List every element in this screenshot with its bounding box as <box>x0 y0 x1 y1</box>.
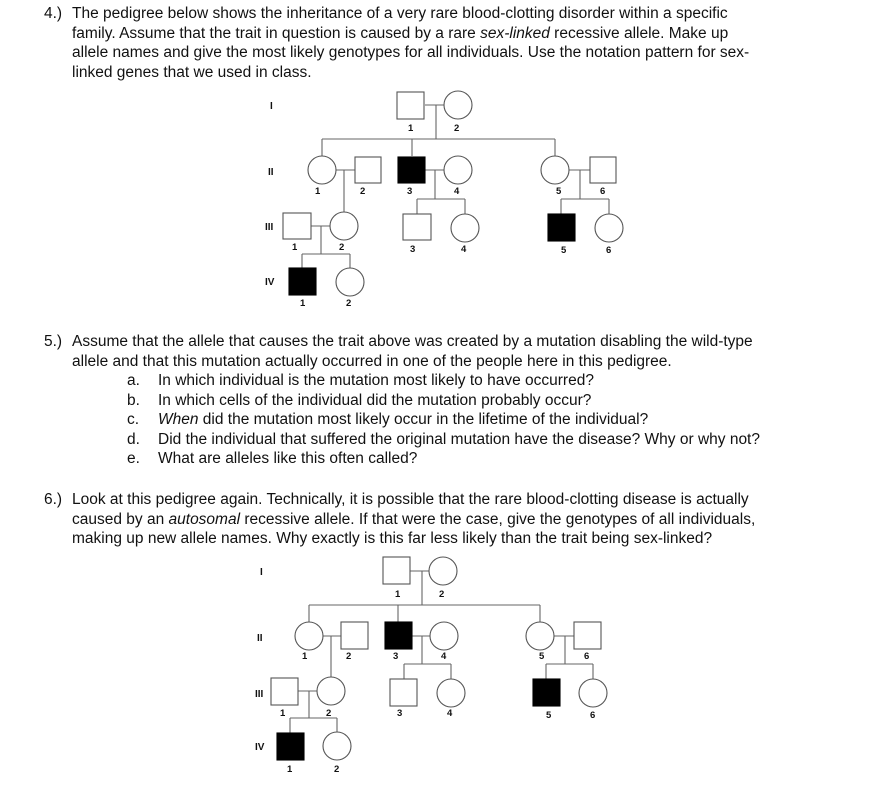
individual-I-2-female <box>429 557 457 585</box>
individual-II-3-male-affected <box>385 622 412 649</box>
individual-label: 5 <box>561 245 567 256</box>
individual-II-2-male <box>341 622 368 649</box>
individual-label: 2 <box>439 589 445 600</box>
subquestion-letter: a. <box>127 372 140 389</box>
individual-label: 5 <box>556 186 562 197</box>
individual-label: 6 <box>606 245 612 256</box>
text: recessive allele. If that were the case, give the genotypes of all individuals, <box>240 510 756 528</box>
individual-III-3-male <box>390 679 417 706</box>
question-text: making up new allele names. Why exactly is this far less likely than the trait being sex-linked? <box>72 530 713 548</box>
question-text: Assume that the allele that causes the trait above was created by a mutation disabling the wild-type <box>72 333 753 350</box>
subquestion-text: What are alleles like this often called? <box>158 450 418 468</box>
individual-I-1-male <box>383 557 410 584</box>
generation-label-IV: IV <box>265 277 275 288</box>
question-text: Look at this pedigree again. Technically, it is possible that the rare blood-clotting disease is actually <box>72 491 749 508</box>
generation-label-I: I <box>260 567 263 578</box>
subquestion-letter: e. <box>127 450 140 468</box>
individual-label: 1 <box>300 298 306 309</box>
individual-III-2-female <box>317 677 345 705</box>
question-text: The pedigree below shows the inheritance of a very rare blood-clotting disorder within a specific <box>72 5 728 22</box>
subquestion-text: In which cells of the individual did the mutation probably occur? <box>158 391 592 409</box>
individual-label: 2 <box>454 123 460 134</box>
individual-label: 1 <box>287 764 293 775</box>
individual-label: 3 <box>397 708 403 719</box>
individual-label: 1 <box>395 589 401 600</box>
subquestion-text: In which individual is the mutation most likely to have occurred? <box>158 372 594 389</box>
question-text: allele and that this mutation actually occurred in one of the people here in this pedigree. <box>72 352 672 370</box>
generation-label-I: I <box>270 101 273 112</box>
individual-label: 5 <box>546 710 552 721</box>
individual-II-5-female <box>526 622 554 650</box>
individual-label: 2 <box>326 708 332 719</box>
individual-IV-1-male-affected <box>277 733 304 760</box>
question-number: 6.) <box>44 491 63 508</box>
individual-III-4-female <box>437 679 465 707</box>
individual-label: 4 <box>441 651 447 662</box>
generation-label-II: II <box>257 633 263 644</box>
question-text: linked genes that we used in class. <box>72 63 312 81</box>
individual-label: 1 <box>302 651 308 662</box>
subquestion-letter: b. <box>127 391 140 409</box>
individual-II-4-female <box>430 622 458 650</box>
individual-label: 6 <box>584 651 590 662</box>
individual-III-6-female <box>579 679 607 707</box>
individual-label: 2 <box>334 764 340 775</box>
individual-label: 1 <box>280 708 286 719</box>
individual-label: 3 <box>407 186 413 197</box>
question-text: allele names and give the most likely genotypes for all individuals. Use the notation pattern for sex- <box>72 44 750 62</box>
individual-III-5-male-affected <box>533 679 560 706</box>
individual-label: 3 <box>410 244 416 255</box>
individual-label: 6 <box>590 710 596 721</box>
generation-label-IV: IV <box>255 742 265 753</box>
emphasis-sex-linked: sex-linked <box>480 24 550 42</box>
individual-II-1-female <box>295 622 323 650</box>
individual-label: 2 <box>346 298 352 309</box>
individual-III-1-male <box>271 678 298 705</box>
individual-label: 3 <box>393 651 399 662</box>
individual-label: 1 <box>315 186 321 197</box>
individual-label: 2 <box>360 186 366 197</box>
individual-II-6-male <box>574 622 601 649</box>
individual-label: 2 <box>346 651 352 662</box>
generation-label-III: III <box>255 689 264 700</box>
individual-label: 5 <box>539 651 545 662</box>
individual-label: 4 <box>447 708 453 719</box>
question-number: 5.) <box>44 333 63 350</box>
text: recessive allele. Make up <box>549 24 729 42</box>
emphasis-when: When <box>158 411 199 429</box>
emphasis-autosomal: autosomal <box>168 510 241 528</box>
individual-IV-2-female <box>323 732 351 760</box>
individual-label: 4 <box>454 186 460 197</box>
subquestion-letter: c. <box>127 411 140 429</box>
subquestion-letter: d. <box>127 430 140 448</box>
individual-label: 4 <box>461 244 467 255</box>
question-number: 4.) <box>44 5 63 22</box>
individual-label: 6 <box>600 186 606 197</box>
text: caused by an <box>72 510 169 528</box>
text: family. Assume that the trait in question is caused by a rare <box>72 24 481 42</box>
individual-label: 2 <box>339 242 345 253</box>
generation-label-II: II <box>268 167 274 178</box>
subquestion-text: Did the individual that suffered the original mutation have the disease? Why or why not? <box>158 430 760 448</box>
generation-label-III: III <box>265 222 274 233</box>
subquestion-text: did the mutation most likely occur in the lifetime of the individual? <box>198 411 649 429</box>
individual-label: 1 <box>292 242 298 253</box>
individual-label: 1 <box>408 123 414 134</box>
